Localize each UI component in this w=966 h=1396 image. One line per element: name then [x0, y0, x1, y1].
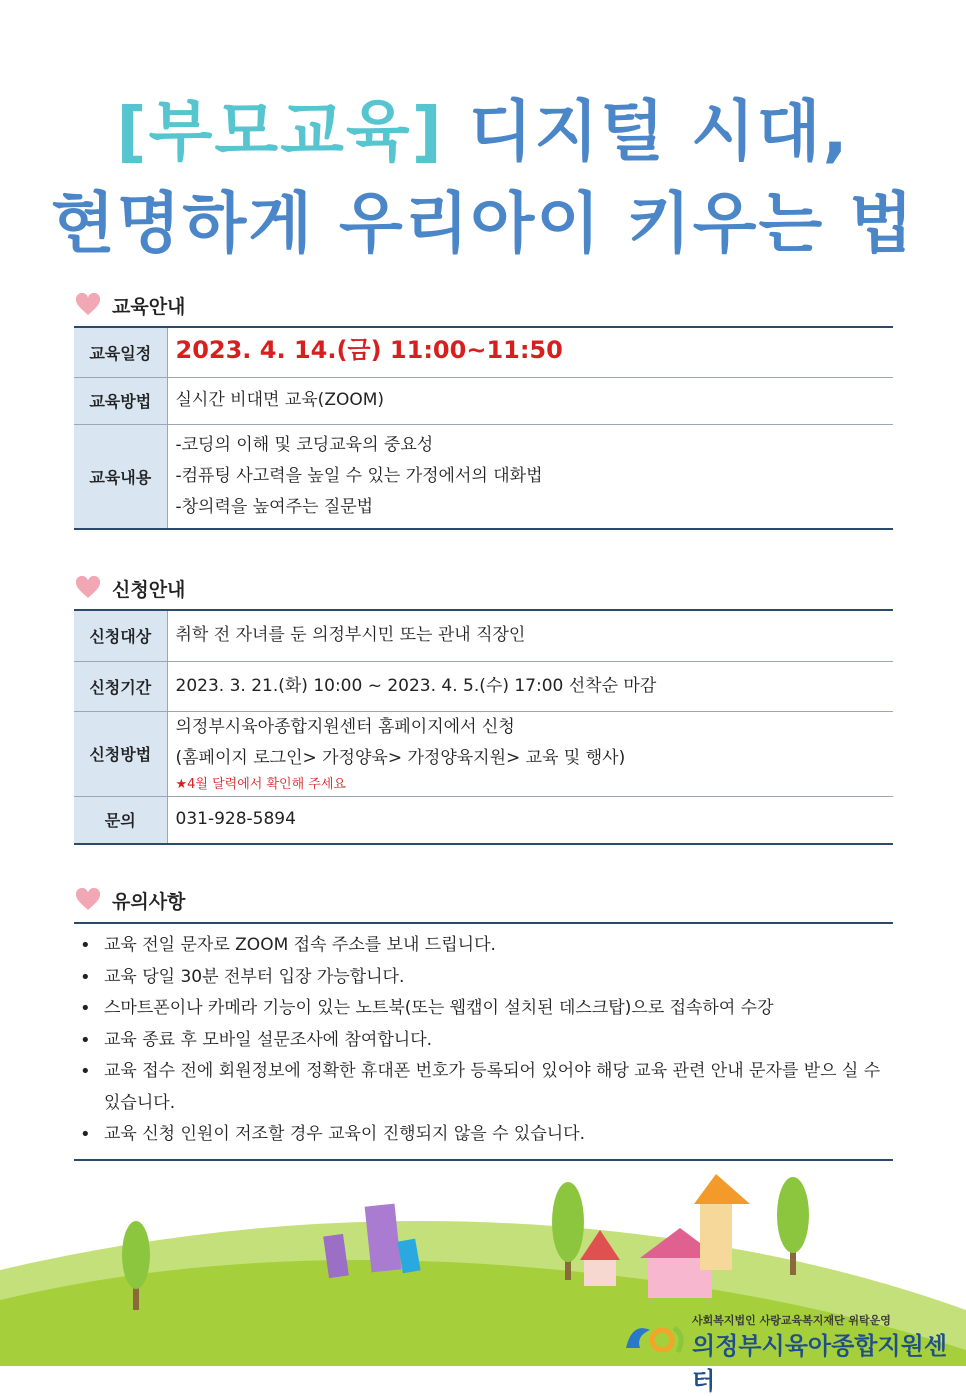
- content-item: -코딩의 이해 및 코딩교육의 중요성: [175, 434, 434, 455]
- target-value: 취학 전 자녀를 둔 의정부시민 또는 관내 직장인: [175, 625, 526, 646]
- section-application-label: 신청안내: [112, 578, 186, 601]
- logo-title: 의정부시육아종합지원센터: [692, 1332, 948, 1395]
- period-value: 2023. 3. 21.(화) 10:00 ~ 2023. 4. 5.(수) 17:00 선착순 마감: [175, 675, 657, 696]
- method-value: 실시간 비대면 교육(ZOOM): [175, 390, 385, 410]
- apply-method-note: ★4월 달력에서 확인해 주세요: [175, 776, 346, 792]
- title-rest: 디지털 시대,: [443, 93, 850, 170]
- title-line-1: [0, 78, 966, 173]
- logo-subtitle: 사회복지법인 사랑교육복지재단 위탁운영: [692, 1314, 891, 1327]
- list-item: • 교육 당일 30분 전부터 입장 가능합니다.: [74, 962, 893, 994]
- list-item: • 교육 종료 후 모바일 설문조사에 참여합니다.: [74, 1025, 893, 1057]
- section-education: [76, 290, 185, 320]
- section-notes: [76, 885, 185, 915]
- table-row: [74, 610, 893, 661]
- contact-label: 문의: [74, 796, 167, 844]
- notes-box: [74, 922, 893, 1161]
- heart-icon: [76, 889, 100, 911]
- application-table: [74, 609, 893, 845]
- target-label: 신청대상: [74, 610, 167, 661]
- list-item: • 교육 전일 문자로 ZOOM 접속 주소를 보내 드립니다.: [74, 930, 893, 962]
- title-accent: [부모교육]: [116, 93, 444, 170]
- section-application: [76, 573, 185, 603]
- content-item: -컴퓨팅 사고력을 높일 수 있는 가정에서의 대화법: [175, 465, 543, 486]
- education-table: [74, 326, 893, 530]
- content-label: 교육내용: [74, 424, 167, 529]
- heart-icon: [76, 294, 100, 316]
- apply-method-label: 신청방법: [74, 711, 167, 796]
- content-item: -창의력을 높여주는 질문법: [175, 496, 374, 517]
- table-row: [74, 661, 893, 711]
- table-row: [74, 377, 893, 424]
- list-item: • 교육 신청 인원이 저조할 경우 교육이 진행되지 않을 수 있습니다.: [74, 1119, 893, 1151]
- heart-icon: [76, 577, 100, 599]
- period-label: 신청기간: [74, 661, 167, 711]
- schedule-value: 2023. 4. 14.(금) 11:00~11:50: [175, 336, 563, 365]
- notes-list: [74, 930, 893, 1151]
- title-line-2: 현명하게 우리아이 키우는 법: [50, 185, 915, 262]
- list-item: • 스마트폰이나 카메라 기능이 있는 노트북(또는 웹캡이 설치된 데스크탑)으로 접속하여 수강: [74, 993, 893, 1025]
- method-label: 교육방법: [74, 377, 167, 424]
- center-logo-icon: [622, 1318, 688, 1358]
- contact-value: 031-928-5894: [175, 809, 296, 830]
- apply-method-line: 의정부시육아종합지원센터 홈페이지에서 신청: [175, 716, 515, 737]
- table-row: [74, 327, 893, 377]
- apply-method-line: (홈페이지 로그인> 가정양육> 가정양육지원> 교육 및 행사): [175, 747, 626, 768]
- section-education-label: 교육안내: [112, 295, 186, 318]
- table-row: [74, 424, 893, 529]
- list-item: • 교육 접수 전에 회원정보에 정확한 휴대폰 번호가 등록되어 있어야 해당 교육 관련 안내 문자를 받으 실 수 있습니다.: [74, 1056, 893, 1119]
- section-notes-label: 유의사항: [112, 890, 186, 913]
- table-row: [74, 796, 893, 844]
- schedule-label: 교육일정: [74, 327, 167, 377]
- table-row: [74, 711, 893, 796]
